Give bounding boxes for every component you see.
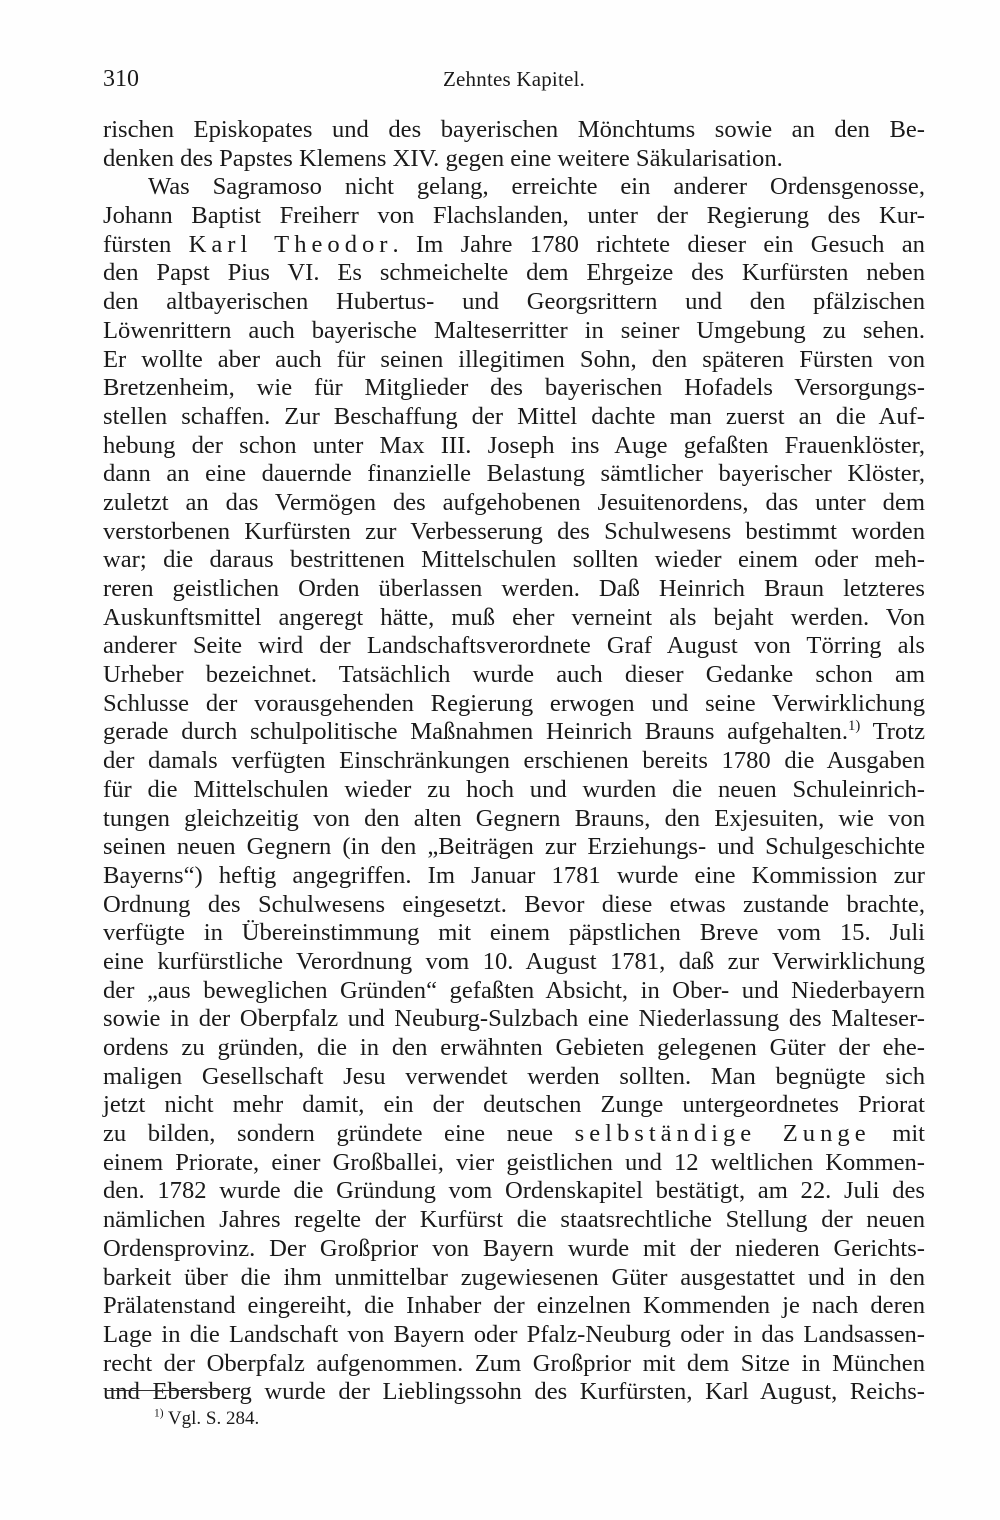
text-line: recht der Oberpfalz aufgenommen. Zum Großprior mit dem Sitze in München — [103, 1349, 925, 1377]
text-line: den altbayerischen Hubertus- und Georgsrittern und den pfälzischen — [103, 288, 925, 316]
text-line: Prälatenstand eingereiht, die Inhaber der einzelnen Kommenden je nach deren — [103, 1292, 925, 1320]
text-line: eine kurfürstliche Verordnung vom 10. August 1781, daß zur Verwirklichung — [103, 947, 925, 975]
page-header — [103, 64, 925, 98]
text-line: rischen Episkopates und des bayerischen Mönchtums sowie an den Be- — [103, 116, 925, 143]
text-line: Löwenrittern auch bayerische Malteserritter in seiner Umgebung zu sehen. — [103, 316, 925, 344]
text-line: Er wollte aber auch für seinen illegitimen Sohn, den späteren Fürsten von — [103, 345, 925, 373]
text-line: den. 1782 wurde die Gründung vom Ordenskapitel bestätigt, am 22. Juli des — [103, 1177, 925, 1205]
text-line: seinen neuen Gegnern (in den „Beiträgen zur Erziehungs- und Schulgeschichte — [103, 833, 925, 861]
text-fragment: fürsten — [103, 230, 172, 258]
text-line: für die Mittelschulen wieder zu hoch und wurden die neuen Schuleinrich- — [103, 775, 925, 803]
text-line: tungen gleichzeitig von den alten Gegnern Brauns, den Exjesuiten, wie von — [103, 804, 925, 832]
text-line: barkeit über die ihm unmittelbar zugewiesenen Güter ausgestattet und in den — [103, 1263, 925, 1291]
emphasized-phrase: selbständige Zunge — [574, 1120, 871, 1148]
text-line: Johann Baptist Freiherr von Flachslanden, unter der Regierung des Kur- — [103, 202, 925, 230]
text-line: nämlichen Jahres regelte der Kurfürst die staatsrechtliche Stellung der neuen — [103, 1206, 925, 1234]
text-fragment: mit — [892, 1120, 926, 1148]
text-line — [103, 231, 925, 260]
text-line: Urheber bezeichnet. Tatsächlich wurde auch dieser Gedanke schon am — [103, 661, 925, 689]
text-line: sowie in der Oberpfalz und Neuburg-Sulzbach eine Niederlassung des Malteser- — [103, 1005, 925, 1033]
text-fragment: gerade durch schulpolitische Maßnahmen Heinrich Brauns aufgehalten. — [103, 718, 848, 746]
text-line: Ordnung des Schulwesens eingesetzt. Bevor diese etwas zustande brachte, — [103, 890, 925, 918]
footnote — [154, 1407, 259, 1431]
footnote-text: Vgl. S. 284. — [163, 1408, 260, 1429]
text-line: Schlusse der vorausgehenden Regierung erwogen und seine Verwirklichung — [103, 689, 925, 717]
footnote-reference: 1) — [848, 718, 861, 735]
text-line — [103, 718, 925, 747]
text-line: Auskunftsmittel angeregt hätte, muß eher verneint als bejaht werden. Von — [103, 603, 925, 631]
text-fragment: zu bilden, sondern gründete eine neue — [103, 1120, 554, 1148]
text-line: Bayerns“) heftig angegriffen. Im Januar 1781 wurde eine Kommission zur — [103, 861, 925, 889]
text-line: Lage in die Landschaft von Bayern oder Pfalz-Neuburg oder in das Landsassen- — [103, 1320, 925, 1348]
body-text — [103, 116, 925, 1407]
text-line: Was Sagramoso nicht gelang, erreichte ein anderer Ordensgenosse, — [148, 173, 925, 201]
text-line: jetzt nicht mehr damit, ein der deutschen Zunge untergeordnetes Priorat — [103, 1091, 925, 1119]
text-line: Bretzenheim, wie für Mitglieder des bayerischen Hofadels Versorgungs- — [103, 374, 925, 402]
text-line: anderer Seite wird der Landschaftsverordnete Graf August von Törring als — [103, 632, 925, 660]
text-fragment: . Im Jahre 1780 richtete dieser ein Gesuch an — [392, 230, 925, 258]
text-line: der „aus beweglichen Gründen“ gefaßten Absicht, in Ober- und Niederbayern — [103, 976, 925, 1004]
text-line: und Ebersberg wurde der Lieblingssohn des Kurfürsten, Karl August, Reichs- — [103, 1378, 925, 1406]
footnote-marker: 1) — [154, 1407, 164, 1420]
text-line: einem Priorate, einer Großballei, vier geistlichen und 12 weltlichen Kommen- — [103, 1148, 925, 1176]
text-line: den Papst Pius VI. Es schmeichelte dem Ehrgeize des Kurfürsten neben — [103, 259, 925, 287]
text-line: dann an eine dauernde finanzielle Belastung sämtlicher bayerischer Klöster, — [103, 460, 925, 488]
text-line: reren geistlichen Orden überlassen werden. Daß Heinrich Braun letzteres — [103, 575, 925, 602]
text-line: verstorbenen Kurfürsten zur Verbesserung des Schulwesens bestimmt worden — [103, 517, 925, 545]
emphasized-name: Karl Theodor — [188, 230, 393, 258]
page-number: 310 — [103, 66, 139, 92]
text-fragment: Trotz — [860, 718, 925, 746]
text-line: zuletzt an das Vermögen des aufgehobenen Jesuitenordens, das unter dem — [103, 488, 925, 516]
text-line — [103, 1120, 925, 1149]
text-line: maligen Gesellschaft Jesu verwendet werden sollten. Man begnügte sich — [103, 1062, 925, 1090]
text-line: denken des Papstes Klemens XIV. gegen eine weitere Säkularisation. — [103, 144, 783, 172]
running-head: Zehntes Kapitel. — [443, 67, 585, 91]
footnote-divider — [107, 1390, 221, 1391]
text-line: hebung der schon unter Max III. Joseph ins Auge gefaßten Frauenklöster, — [103, 431, 925, 459]
text-line: Ordensprovinz. Der Großprior von Bayern wurde mit der niederen Gerichts- — [103, 1234, 925, 1262]
text-line: der damals verfügten Einschränkungen erschienen bereits 1780 die Ausgaben — [103, 747, 925, 775]
text-line: war; die daraus bestrittenen Mittelschulen sollten wieder einem oder meh- — [103, 546, 925, 574]
text-line: stellen schaffen. Zur Beschaffung der Mittel dachte man zuerst an die Auf- — [103, 402, 925, 430]
text-line: verfügte in Übereinstimmung mit einem päpstlichen Breve vom 15. Juli — [103, 919, 925, 947]
text-line: ordens zu gründen, die in den erwähnten Gebieten gelegenen Güter der ehe- — [103, 1034, 925, 1061]
